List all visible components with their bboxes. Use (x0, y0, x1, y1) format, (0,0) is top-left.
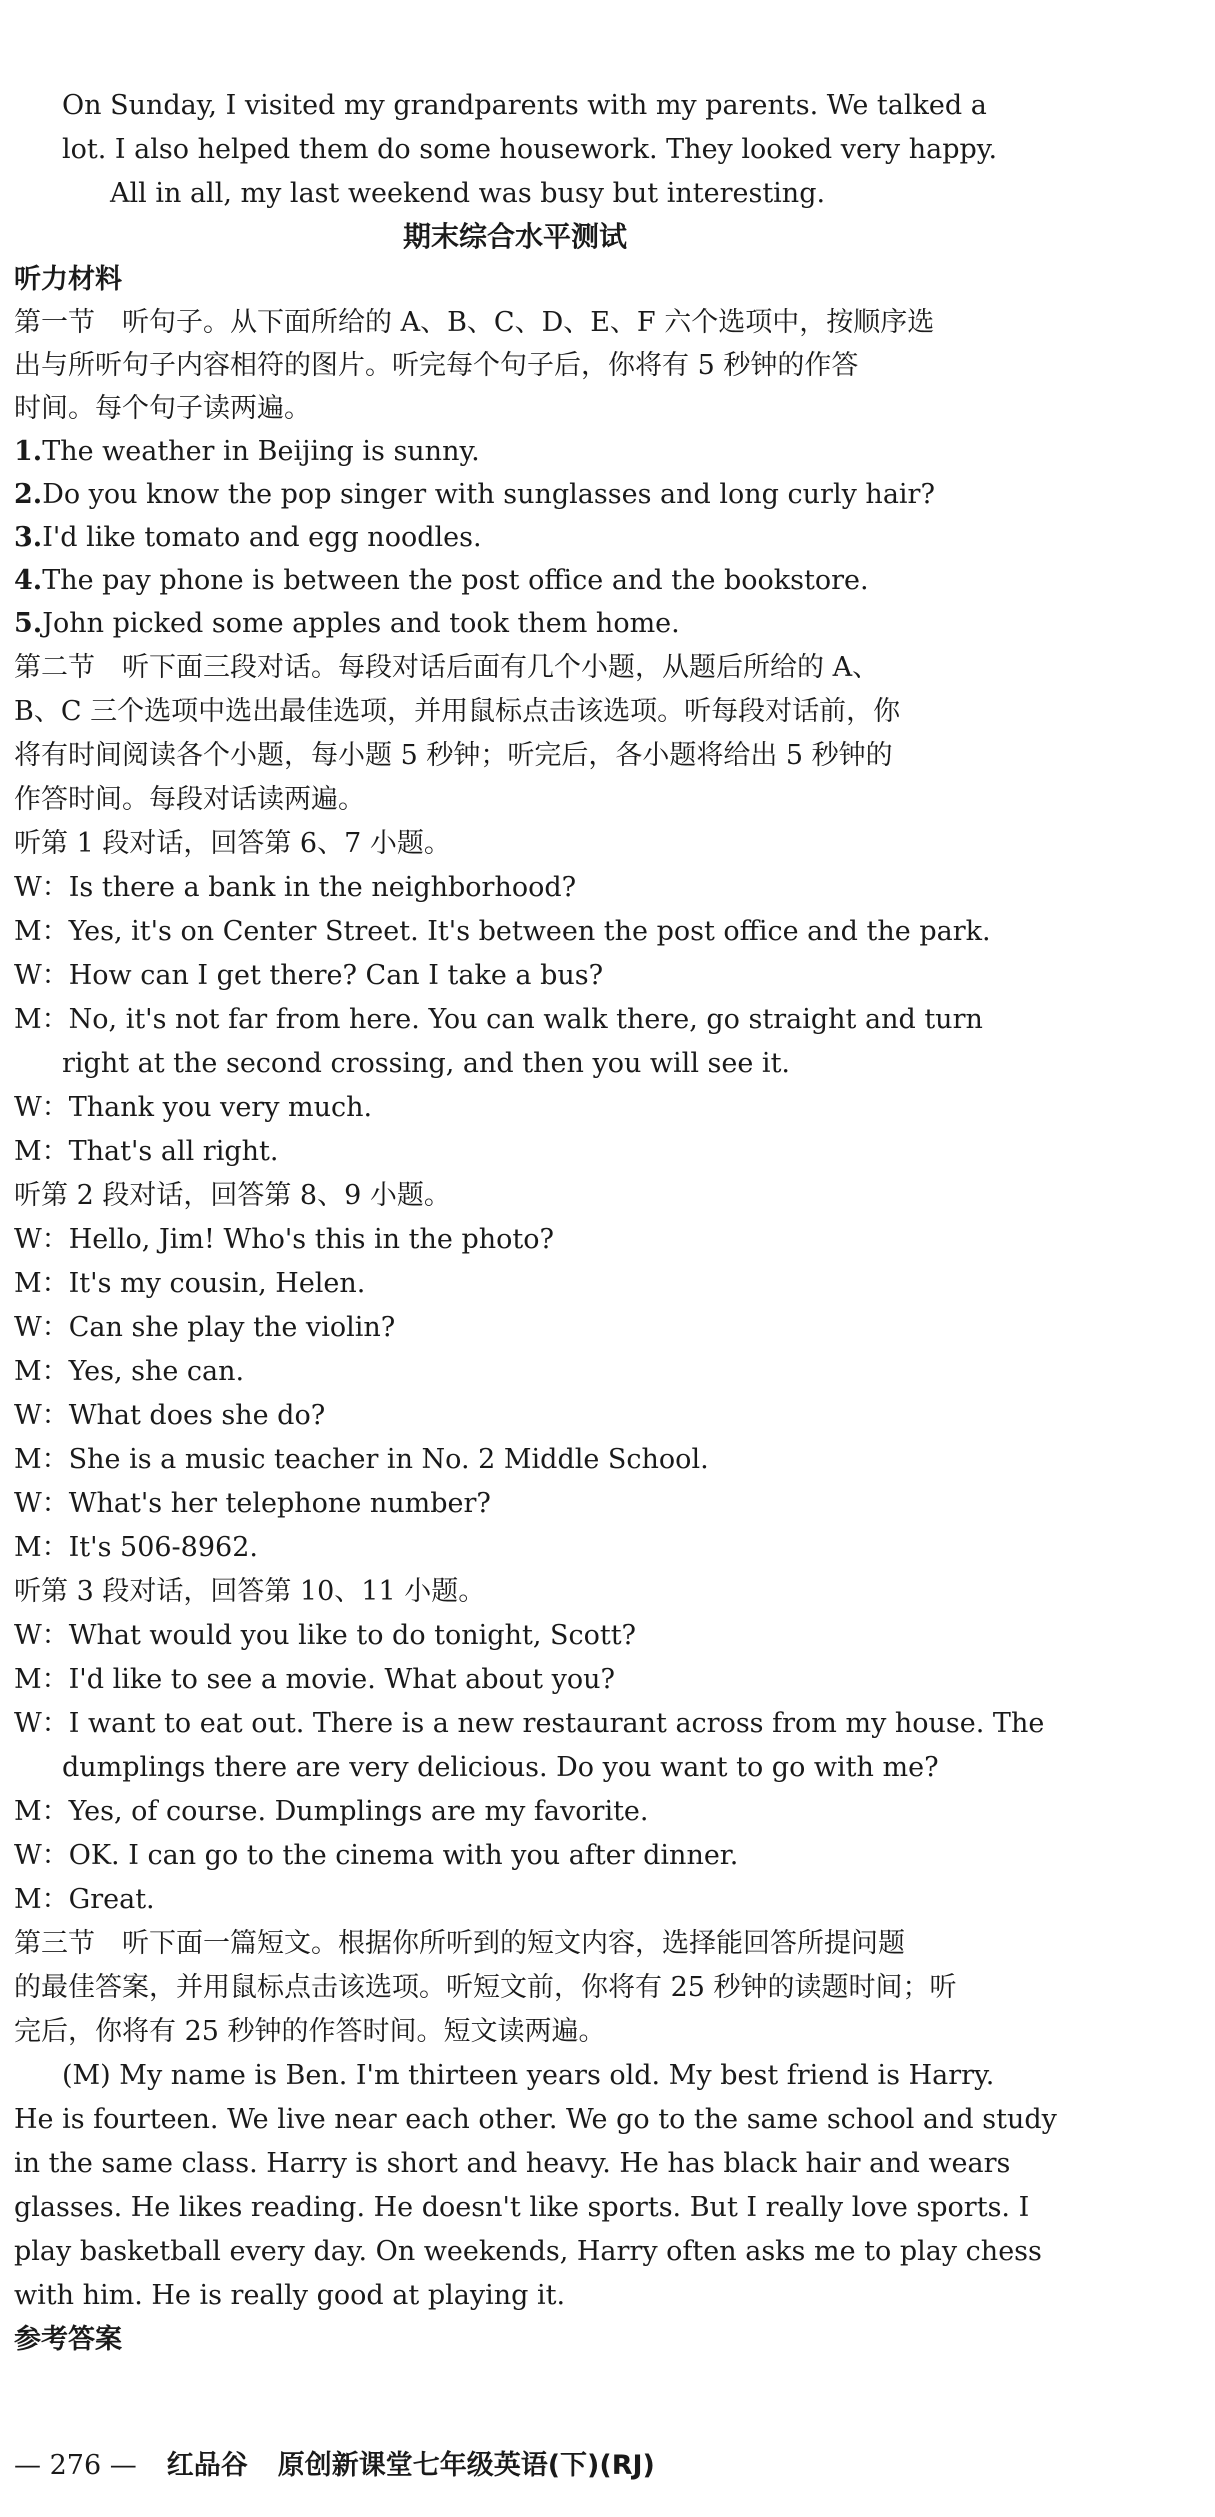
part1-instruction-3: 时间。每个句子读两遍。 (14, 393, 311, 424)
dialogue-line: W：OK. I can go to the cinema with you after dinner. (14, 1840, 739, 1871)
list-item (14, 561, 1014, 601)
list-item (14, 475, 1014, 515)
item-text: John picked some apples and took them home. (42, 608, 680, 639)
item-text: I'd like tomato and egg noodles. (42, 522, 482, 553)
intro-line-3: All in all, my last weekend was busy but interesting. (110, 178, 826, 209)
listening-title: 听力材料 (14, 264, 122, 295)
item-number: 1. (14, 436, 43, 467)
dialogue-line: M：Yes, it's on Center Street. It's between the post office and the park. (14, 916, 991, 947)
passage-line: play basketball every day. On weekends, Harry often asks me to play chess (14, 2236, 1042, 2267)
dialogue-line: M：She is a music teacher in No. 2 Middle School. (14, 1444, 709, 1475)
list-item (14, 432, 1014, 472)
dialogue-line: W：What does she do? (14, 1400, 326, 1431)
dialogue-line: M：Yes, of course. Dumplings are my favorite. (14, 1796, 649, 1827)
dialogue-line: W：I want to eat out. There is a new restaurant across from my house. The (14, 1708, 1045, 1739)
page-footer (14, 2446, 655, 2486)
part2-instruction-4: 作答时间。每段对话读两遍。 (14, 784, 365, 815)
dialogue-line: W：Hello, Jim! Who's this in the photo? (14, 1224, 554, 1255)
item-text: The pay phone is between the post office and the bookstore. (42, 565, 869, 596)
dialogue-line: W：Thank you very much. (14, 1092, 373, 1123)
passage-line: in the same class. Harry is short and heavy. He has black hair and wears (14, 2148, 1011, 2179)
part1-instruction-2: 出与所听句子内容相符的图片。听完每个句子后，你将有 5 秒钟的作答 (14, 350, 859, 381)
dialogue-line: M：I'd like to see a movie. What about you? (14, 1664, 615, 1695)
dialogue-line: dumplings there are very delicious. Do you want to go with me? (62, 1752, 939, 1783)
passage-line: glasses. He likes reading. He doesn't like sports. But I really love sports. I (14, 2192, 1030, 2223)
passage-line: He is fourteen. We live near each other. We go to the same school and study (14, 2104, 1057, 2135)
item-number: 2. (14, 479, 43, 510)
dialogue-1-title: 听第 1 段对话，回答第 6、7 小题。 (14, 828, 451, 859)
list-item (14, 604, 1014, 644)
page-number: — 276 — (14, 2450, 137, 2481)
passage-line: with him. He is really good at playing it. (14, 2280, 566, 2311)
dialogue-line: M：It's my cousin, Helen. (14, 1268, 366, 1299)
dialogue-line: W：What's her telephone number? (14, 1488, 491, 1519)
dialogue-3-title: 听第 3 段对话，回答第 10、11 小题。 (14, 1576, 486, 1607)
dialogue-line: M：No, it's not far from here. You can walk there, go straight and turn (14, 1004, 983, 1035)
test-heading: 期末综合水平测试 (402, 220, 627, 253)
item-number: 3. (14, 522, 43, 553)
passage-line: (M) My name is Ben. I'm thirteen years old. My best friend is Harry. (62, 2060, 995, 2091)
dialogue-line: M：Great. (14, 1884, 155, 1915)
list-item (14, 518, 1014, 558)
dialogue-line: W：What would you like to do tonight, Scott? (14, 1620, 637, 1651)
dialogue-2-title: 听第 2 段对话，回答第 8、9 小题。 (14, 1180, 451, 1211)
part2-instruction-2: B、C 三个选项中选出最佳选项，并用鼠标点击该选项。听每段对话前，你 (14, 696, 901, 727)
item-text: Do you know the pop singer with sunglasses and long curly hair? (42, 479, 935, 510)
dialogue-line: M：That's all right. (14, 1136, 279, 1167)
dialogue-line: M：It's 506-8962. (14, 1532, 258, 1563)
item-number: 4. (14, 565, 43, 596)
item-text: The weather in Beijing is sunny. (42, 436, 480, 467)
intro-line-2: lot. I also helped them do some housework. They looked very happy. (62, 134, 998, 165)
part1-instruction-1: 第一节 听句子。从下面所给的 A、B、C、D、E、F 六个选项中，按顺序选 (14, 307, 935, 338)
part3-instruction-1: 第三节 听下面一篇短文。根据你所听到的短文内容，选择能回答所提问题 (14, 1928, 905, 1959)
intro-line-1: On Sunday, I visited my grandparents with my parents. We talked a (62, 90, 987, 121)
dialogue-line: M：Yes, she can. (14, 1356, 245, 1387)
dialogue-line: W：Is there a bank in the neighborhood? (14, 872, 577, 903)
book-title: 原创新课堂七年级英语(下)(RJ) (277, 2450, 655, 2481)
part3-instruction-3: 完后，你将有 25 秒钟的作答时间。短文读两遍。 (14, 2016, 606, 2047)
dialogue-line: W：How can I get there? Can I take a bus? (14, 960, 604, 991)
part2-instruction-1: 第二节 听下面三段对话。每段对话后面有几个小题，从题后所给的 A、 (14, 652, 880, 683)
answers-title: 参考答案 (14, 2324, 122, 2355)
item-number: 5. (14, 608, 43, 639)
dialogue-line: W：Can she play the violin? (14, 1312, 396, 1343)
brand-name: 红品谷 (166, 2450, 248, 2481)
part2-instruction-3: 将有时间阅读各个小题，每小题 5 秒钟；听完后，各小题将给出 5 秒钟的 (14, 740, 893, 771)
part3-instruction-2: 的最佳答案，并用鼠标点击该选项。听短文前，你将有 25 秒钟的读题时间；听 (14, 1972, 957, 2003)
dialogue-line: right at the second crossing, and then you will see it. (62, 1048, 790, 1079)
